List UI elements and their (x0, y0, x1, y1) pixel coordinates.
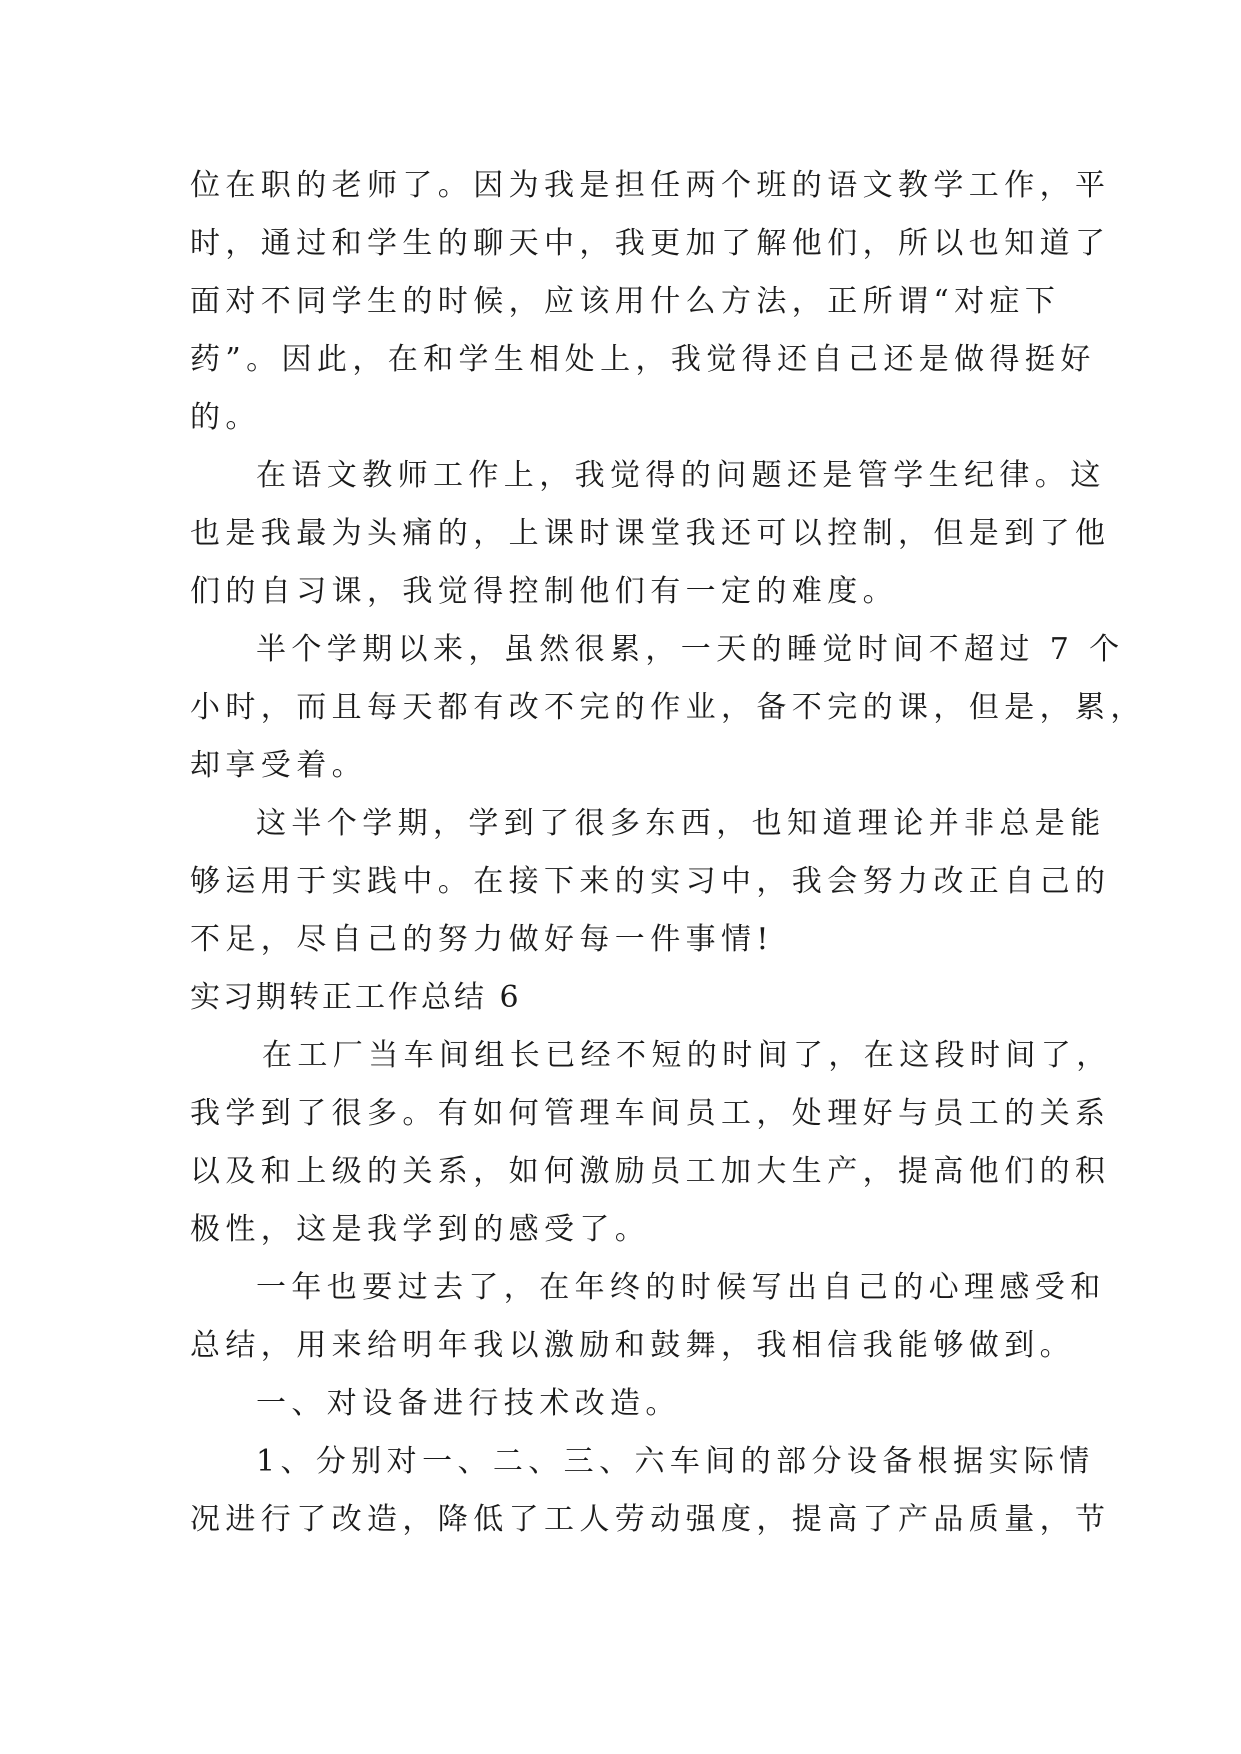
text-line: 时，通过和学生的聊天中，我更加了解他们，所以也知道了 (190, 226, 1111, 261)
text-line: 不足，尽自己的努力做好每一件事情! (190, 922, 774, 957)
paragraph-start-line: 一年也要过去了，在年终的时候写出自己的心理感受和 (256, 1270, 1106, 1305)
text-line: 况进行了改造，降低了工人劳动强度，提高了产品质量，节 (190, 1502, 1111, 1537)
text-line: 的。 (190, 400, 261, 435)
text-line: 以及和上级的关系，如何激励员工加大生产，提高他们的积 (190, 1154, 1111, 1189)
list-heading: 一、对设备进行技术改造。 (256, 1386, 681, 1421)
text-line: 们的自习课，我觉得控制他们有一定的难度。 (190, 574, 898, 609)
text-line: 小时，而且每天都有改不完的作业，备不完的课，但是，累， (190, 690, 1146, 725)
text-line: 我学到了很多。有如何管理车间员工，处理好与员工的关系 (190, 1096, 1111, 1131)
paragraph-start-line: 这半个学期，学到了很多东西，也知道理论并非总是能 (256, 806, 1106, 841)
text-line: 也是我最为头痛的，上课时课堂我还可以控制，但是到了他 (190, 516, 1111, 551)
paragraph-start-line: 在工厂当车间组长已经不短的时间了，在这段时间了， (262, 1038, 1112, 1073)
text-line: 药”。因此，在和学生相处上，我觉得还自己还是做得挺好 (190, 342, 1096, 377)
text-line: 位在职的老师了。因为我是担任两个班的语文教学工作，平 (190, 168, 1111, 203)
text-line: 面对不同学生的时候，应该用什么方法，正所谓“对症下 (190, 284, 1061, 319)
text-line: 够运用于实践中。在接下来的实习中，我会努力改正自己的 (190, 864, 1111, 899)
text-line: 极性，这是我学到的感受了。 (190, 1212, 651, 1247)
text-line: 总结，用来给明年我以激励和鼓舞，我相信我能够做到。 (190, 1328, 1075, 1363)
section-heading: 实习期转正工作总结 6 (190, 980, 522, 1015)
paragraph-start-line: 半个学期以来，虽然很累，一天的睡觉时间不超过 7 个 (256, 632, 1125, 667)
text-line: 却享受着。 (190, 748, 367, 783)
paragraph-start-line: 1、分别对一、二、三、六车间的部分设备根据实际情 (256, 1444, 1095, 1479)
paragraph-start-line: 在语文教师工作上，我觉得的问题还是管学生纪律。这 (256, 458, 1106, 493)
